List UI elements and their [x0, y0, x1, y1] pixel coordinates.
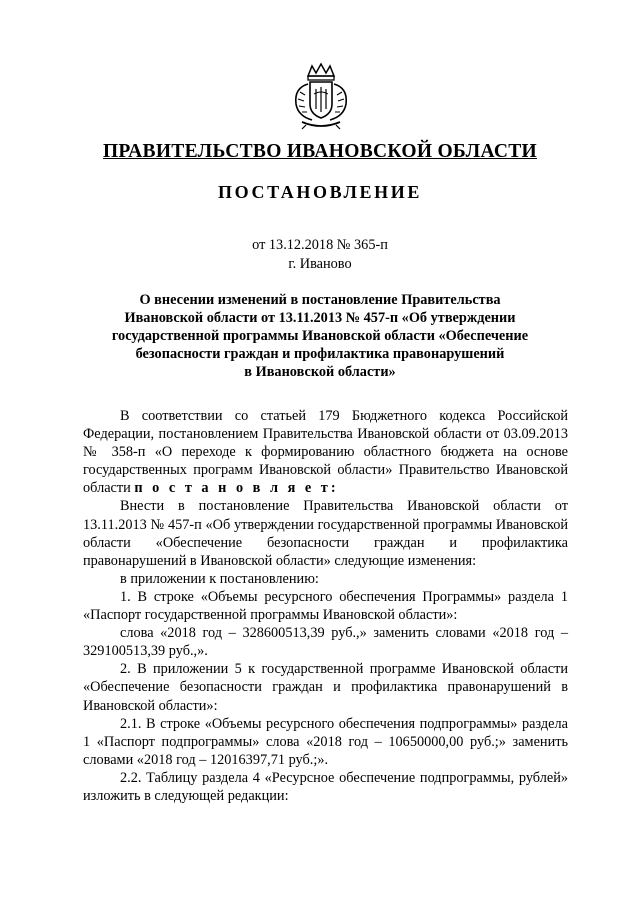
paragraph-text: В соответствии со статьей 179 Бюджетного кодекса Российской Федерации, постановлением Правительства Ивановской области от 03.09.2013 № 358-п «О переходе к формированию областного бюджета на основе государственных программ Ивановской области» Правительство Ивановской области [83, 408, 568, 497]
body-paragraph: Внести в постановление Правительства Ивановской области от 13.11.2013 № 457-п «Об утверждении государственной программы Ивановской области «Обеспечение безопасности граждан и профилактика правонарушений в Ивановской области» следующие изменения: [83, 498, 568, 569]
body-paragraph: 2.1. В строке «Объемы ресурсного обеспечения подпрограммы» раздела 1 «Паспорт подпрограммы» слова «2018 год – 10650000,00 руб.;» заменить словами «2018 год – 12016397,71 руб.;». [83, 715, 568, 768]
document-title [95, 291, 545, 381]
title-line: безопасности граждан и профилактика правонарушений [135, 346, 505, 362]
document-body [83, 407, 568, 805]
document-type: ПОСТАНОВЛЕНИЕ [218, 182, 422, 202]
body-paragraph [83, 407, 568, 497]
body-paragraph: слова «2018 год – 328600513,39 руб.,» заменить словами «2018 год – 329100513,39 руб.,». [83, 625, 568, 660]
ivanovo-coat-of-arms-icon [286, 62, 356, 132]
body-paragraph: 2.2. Таблицу раздела 4 «Ресурсное обеспечение подпрограммы, рублей» изложить в следующей редакции: [83, 769, 568, 804]
title-line: Ивановской области от 13.11.2013 № 457-п «Об утверждении [124, 310, 516, 326]
body-paragraph: 2. В приложении 5 к государственной программе Ивановской области «Обеспечение безопасности граждан и профилактика правонарушений в Ивановской области»: [83, 661, 568, 714]
document-date-number: от 13.12.2018 № 365-п [252, 237, 388, 253]
decree-word: п о с т а н о в л я е т: [134, 480, 339, 497]
body-paragraph: в приложении к постановлению: [120, 570, 319, 587]
title-line: в Ивановской области» [244, 364, 396, 380]
title-line: О внесении изменений в постановление Правительства [139, 292, 501, 308]
title-line: государственной программы Ивановской области «Обеспечение [111, 328, 529, 344]
body-paragraph: 1. В строке «Объемы ресурсного обеспечения Программы» раздела 1 «Паспорт государственной программы Ивановской области»: [83, 588, 568, 624]
document-city: г. Иваново [288, 256, 352, 272]
organization-title: ПРАВИТЕЛЬСТВО ИВАНОВСКОЙ ОБЛАСТИ [102, 141, 538, 162]
